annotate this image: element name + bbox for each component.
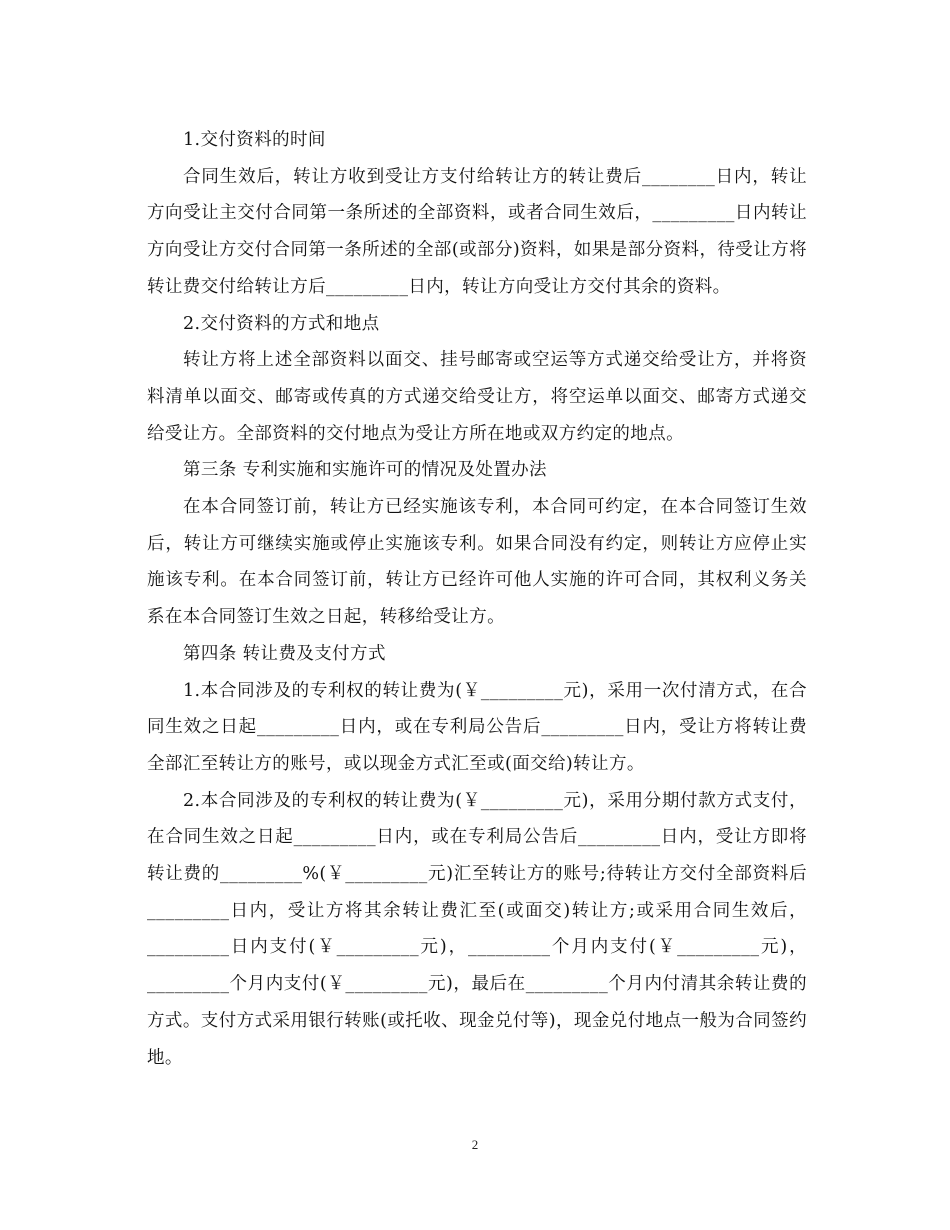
paragraph: 转让方将上述全部资料以面交、挂号邮寄或空运等方式递交给受让方，并将资料清单以面交、邮寄或传真的方式递交给受让方，将空运单以面交、邮寄方式递交给受让方。全部资料的交付地点为受让方所在地或双方约定的地点。 [147, 350, 807, 444]
section-heading: 1.交付资料的时间 [183, 130, 326, 150]
section-heading: 2.交付资料的方式和地点 [183, 313, 380, 334]
page-content [147, 122, 807, 1076]
paragraph: 合同生效后，转让方收到受让方支付给转让方的转让费后________日内，转让方向受让主交付合同第一条所述的全部资料，或者合同生效后，_________日内转让方向受让方交付合同第一条所述的全部(或部分)资料，如果是部分资料，待受让方将转让费交付给转让方后_________日内，转让方向受让方交付其余的资料。 [147, 166, 807, 297]
paragraph: 2.本合同涉及的专利权的转让费为(￥_________元)，采用分期付款方式支付，在合同生效之日起_________日内，或在专利局公告后_________日内，受让方即将转让费的_________%(￥_________元)汇至转让方的账号;待转让方交付全部资料后_________日内，受让方将其余转让费汇至(或面交)转让方;或采用合同生效后，_________日内支付(￥_________元)，_________个月内支付(￥_________元)，_________个月内支付(￥_________元)，最后在_________个月内付清其余转让费的方式。支付方式采用银行转账(或托收、现金兑付等)，现金兑付地点一般为合同签约地。 [147, 790, 807, 1068]
article-heading: 第三条 专利实施和实施许可的情况及处置办法 [183, 460, 547, 481]
paragraph: 1.本合同涉及的专利权的转让费为(￥_________元)，采用一次付清方式，在合同生效之日起_________日内，或在专利局公告后_________日内，受让方将转让费全部汇至转让方的账号，或以现金方式汇至或(面交给)转让方。 [147, 680, 807, 774]
paragraph: 在本合同签订前，转让方已经实施该专利，本合同可约定，在本合同签订生效后，转让方可继续实施或停止实施该专利。如果合同没有约定，则转让方应停止实施该专利。在本合同签订前，转让方已经许可他人实施的许可合同，其权利义务关系在本合同签订生效之日起，转移给受让方。 [147, 497, 807, 628]
article-heading: 第四条 转让费及支付方式 [183, 643, 386, 664]
page-number: 2 [471, 1137, 479, 1152]
